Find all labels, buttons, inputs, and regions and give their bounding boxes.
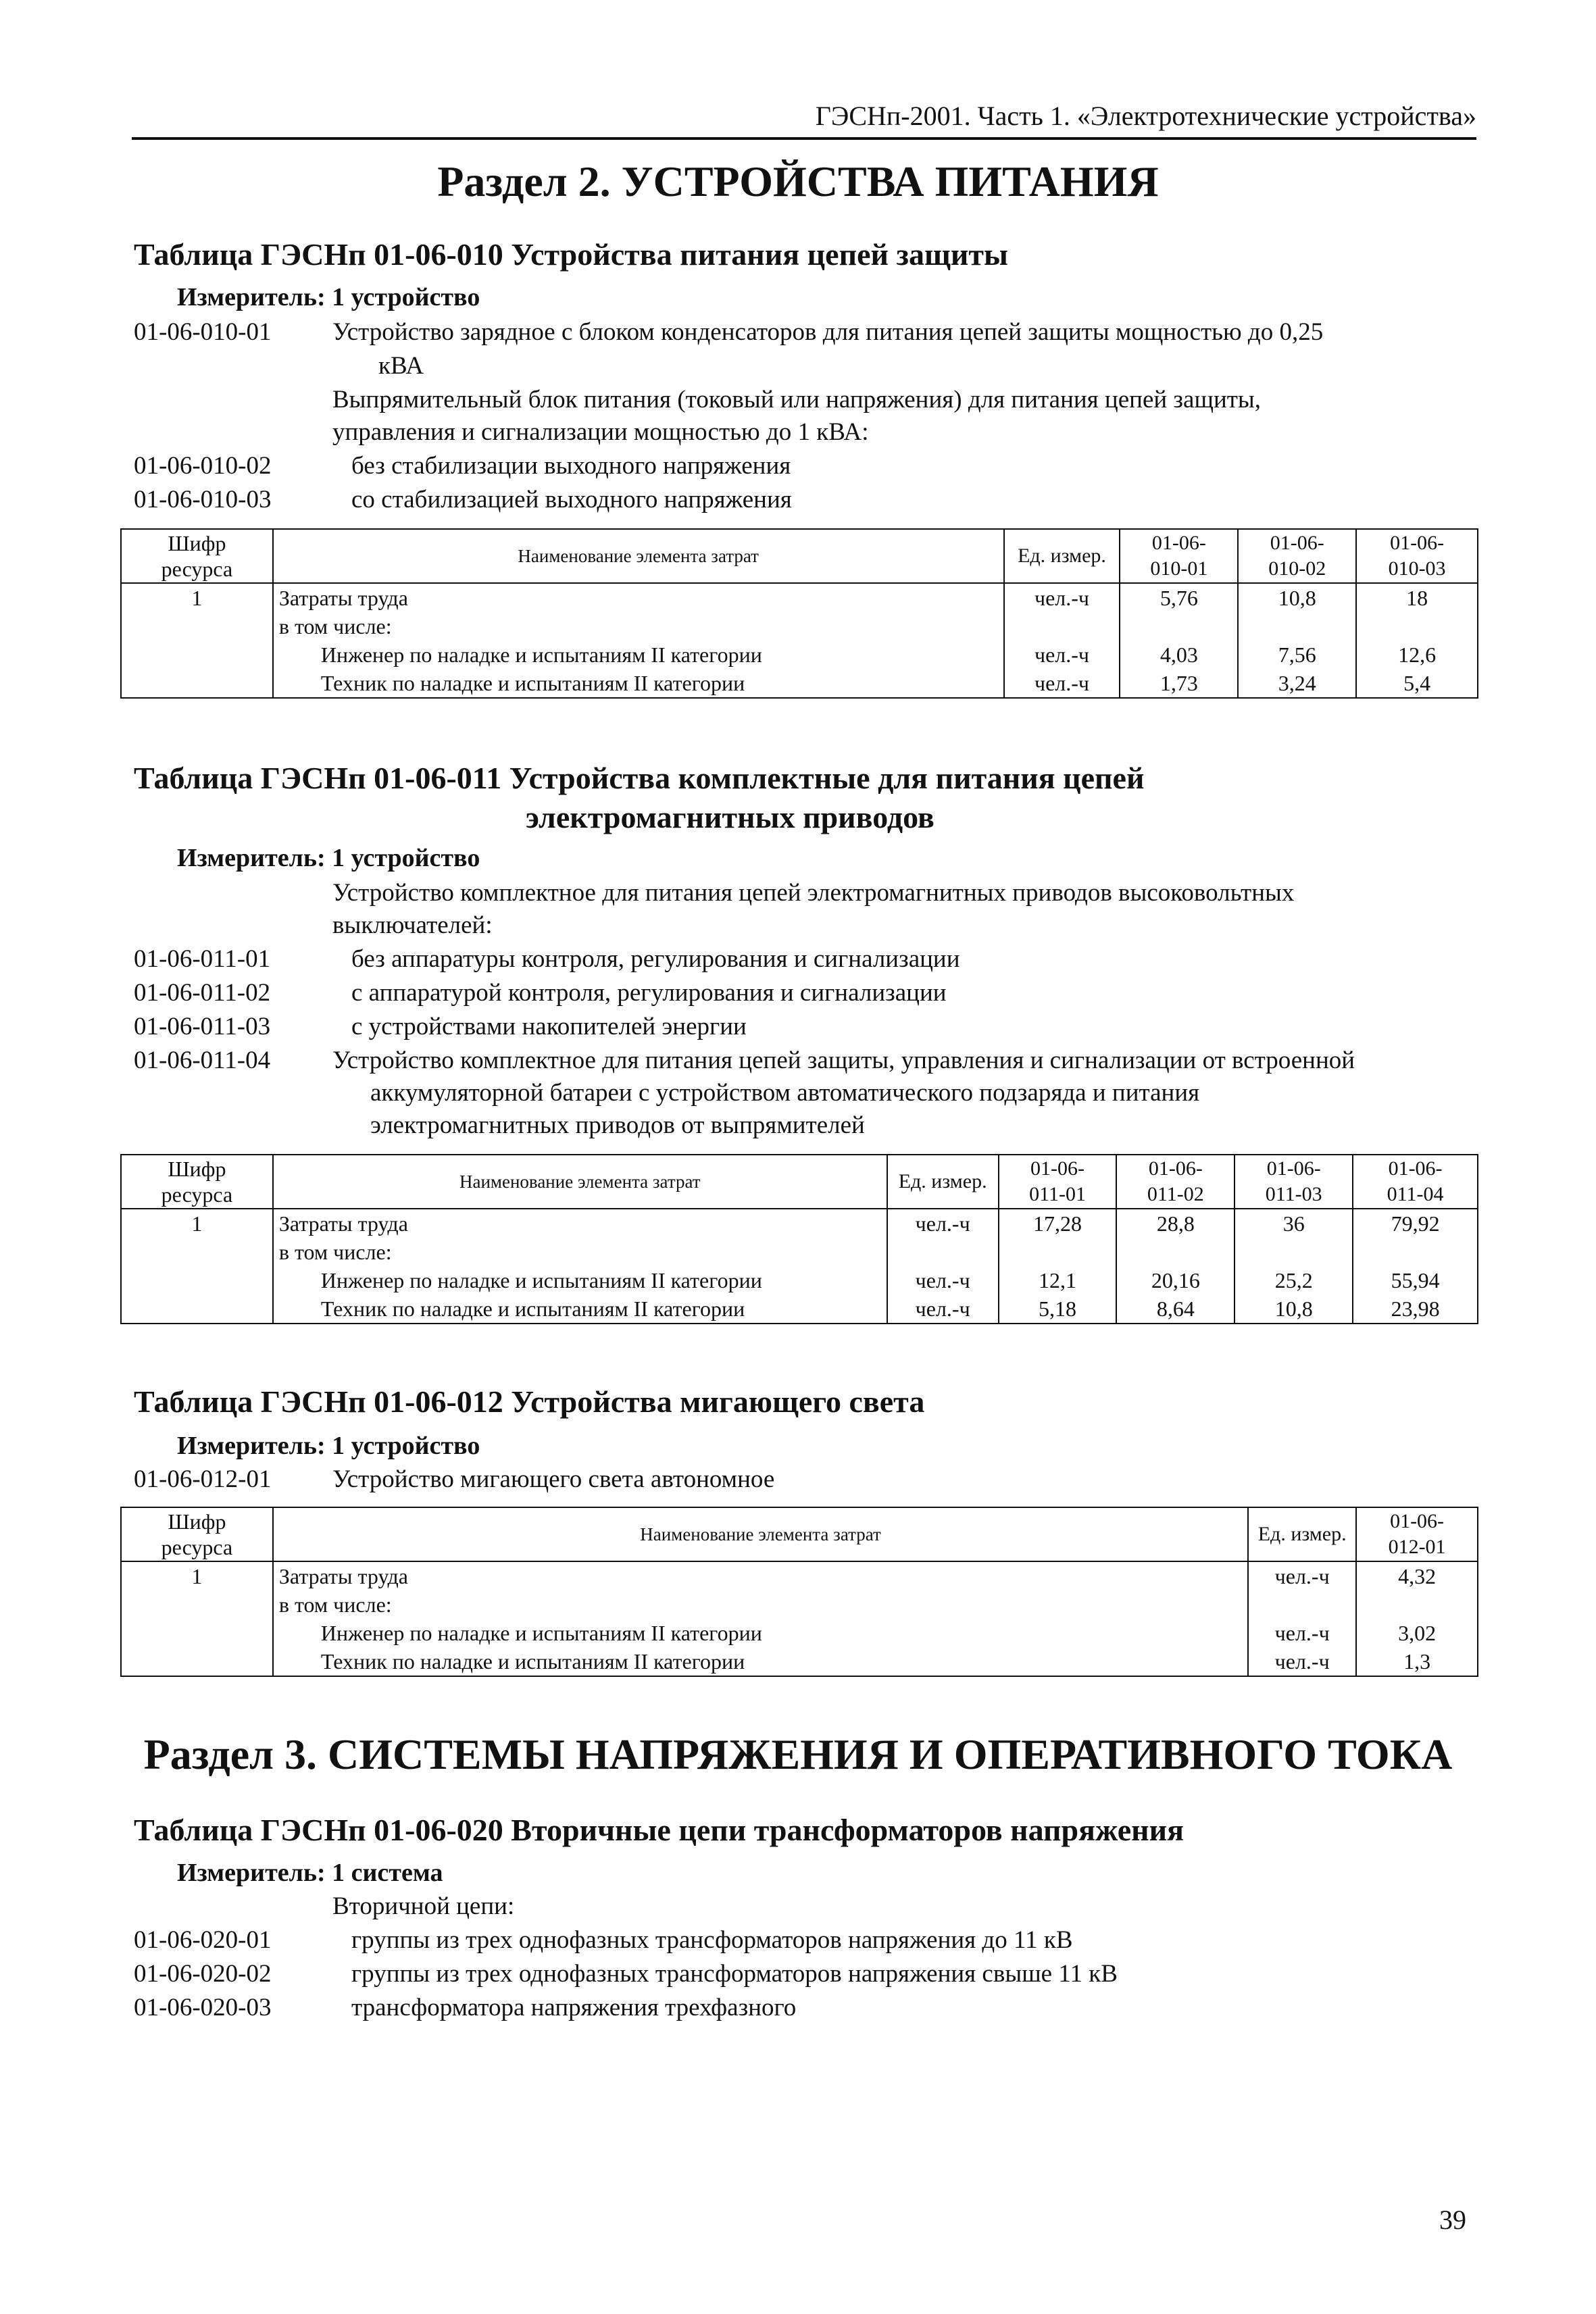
table-011-title: Таблица ГЭСНп 01-06-011 Устройства комплектные для питания цепей (134, 761, 1145, 795)
item-code: 01-06-011-04 (134, 1047, 271, 1074)
item-code: 01-06-010-01 (134, 318, 272, 346)
item-text: Выпрямительный блок питания (токовый или напряжения) для питания цепей защиты, (332, 386, 1262, 413)
table-011 (120, 1154, 1478, 1324)
header-col: 01-06- 011-02 (1116, 1155, 1235, 1209)
cell-value (1116, 1238, 1235, 1266)
cell-value: 7,56 (1238, 640, 1356, 669)
table-row (121, 1647, 1478, 1676)
header-name: Наименование элемента затрат (273, 529, 1004, 583)
header-cipher: Шифр ресурса (121, 529, 273, 583)
header-cipher: Шифр ресурса (121, 1155, 273, 1209)
item-code: 01-06-020-01 (134, 1926, 272, 1954)
item-text: Устройство зарядное с блоком конденсаторов для питания цепей защиты мощностью до 0,25 (332, 318, 1324, 346)
cell-value: 18 (1356, 583, 1478, 612)
cell-value: 36 (1235, 1209, 1353, 1238)
cell-unit: чел.-ч (887, 1209, 999, 1238)
cell-unit: чел.-ч (1004, 669, 1120, 698)
cell-cipher: 1 (121, 1561, 273, 1590)
table-row (121, 1561, 1478, 1590)
item-code: 01-06-011-03 (134, 1013, 271, 1040)
item-text: со стабилизацией выходного напряжения (351, 486, 792, 513)
table-010 (120, 528, 1478, 699)
header-col: 01-06- 010-03 (1356, 529, 1478, 583)
cell-cipher (121, 1590, 273, 1619)
header-col: 01-06- 011-04 (1353, 1155, 1478, 1209)
table-row (121, 1294, 1478, 1324)
section-2-title: Раздел 2. УСТРОЙСТВА ПИТАНИЯ (437, 157, 1159, 205)
table-010-title: Таблица ГЭСНп 01-06-010 Устройства питания цепей защиты (134, 237, 1008, 272)
cell-name: в том числе: (273, 1590, 1248, 1619)
item-text: с устройствами накопителей энергии (351, 1013, 747, 1040)
item-code: 01-06-011-02 (134, 979, 271, 1007)
cell-unit (1248, 1590, 1356, 1619)
cell-value (1235, 1238, 1353, 1266)
item-text: группы из трех однофазных трансформаторов напряжения свыше 11 кВ (351, 1960, 1118, 1988)
cell-value: 1,3 (1356, 1647, 1478, 1676)
cell-cipher (121, 1294, 273, 1324)
item-text: кВА (378, 352, 424, 380)
cell-cipher (121, 612, 273, 640)
item-code: 01-06-020-02 (134, 1960, 272, 1988)
header-unit: Ед. измер. (887, 1155, 999, 1209)
cell-name: Техник по наладке и испытаниям II категории (273, 1647, 1248, 1676)
item-code: 01-06-012-01 (134, 1465, 272, 1493)
cell-cipher (121, 1647, 273, 1676)
cell-value: 12,1 (999, 1266, 1117, 1294)
cell-unit: чел.-ч (1248, 1647, 1356, 1676)
cell-name: Затраты труда (273, 1209, 887, 1238)
table-row (121, 1590, 1478, 1619)
cell-value: 20,16 (1116, 1266, 1235, 1294)
table-010-meter: Измеритель: 1 устройство (177, 283, 480, 311)
table-012-meter: Измеритель: 1 устройство (177, 1432, 480, 1460)
cell-name: Затраты труда (273, 583, 1004, 612)
cell-value (1356, 1590, 1478, 1619)
cell-cipher (121, 1266, 273, 1294)
cell-name: Техник по наладке и испытаниям II категории (273, 1294, 887, 1324)
table-row (121, 1209, 1478, 1238)
header-unit: Ед. измер. (1248, 1507, 1356, 1561)
header-rule (132, 137, 1476, 140)
item-text: Устройство мигающего света автономное (332, 1465, 775, 1493)
cell-value: 10,8 (1238, 583, 1356, 612)
cell-unit: чел.-ч (1004, 640, 1120, 669)
item-text: трансформатора напряжения трехфазного (351, 1994, 797, 2021)
cell-value: 5,4 (1356, 669, 1478, 698)
cell-value: 28,8 (1116, 1209, 1235, 1238)
cell-unit: чел.-ч (887, 1266, 999, 1294)
table-011-title-cont: электромагнитных приводов (526, 800, 934, 834)
header-cipher: Шифр ресурса (121, 1507, 273, 1561)
item-text: аккумуляторной батареи с устройством автоматического подзаряда и питания (370, 1079, 1200, 1107)
cell-name: Инженер по наладке и испытаниям II категории (273, 640, 1004, 669)
cell-value: 55,94 (1353, 1266, 1478, 1294)
table-012 (120, 1507, 1478, 1677)
item-code: 01-06-010-02 (134, 452, 272, 480)
item-text: выключателей: (332, 911, 493, 939)
cell-unit: чел.-ч (1248, 1619, 1356, 1647)
header-col: 01-06- 010-01 (1120, 529, 1238, 583)
item-text: Устройство комплектное для питания цепей электромагнитных приводов высоковольтных (332, 879, 1295, 907)
cell-unit (887, 1238, 999, 1266)
cell-value: 5,18 (999, 1294, 1117, 1324)
page-number: 39 (1439, 2205, 1466, 2235)
header-col: 01-06- 010-02 (1238, 529, 1356, 583)
header-name: Наименование элемента затрат (273, 1507, 1248, 1561)
header-col: 01-06- 011-01 (999, 1155, 1117, 1209)
item-text: с аппаратурой контроля, регулирования и сигнализации (351, 979, 947, 1007)
cell-value: 8,64 (1116, 1294, 1235, 1324)
cell-value: 5,76 (1120, 583, 1238, 612)
table-row (121, 669, 1478, 698)
cell-value: 3,02 (1356, 1619, 1478, 1647)
table-row (121, 1619, 1478, 1647)
cell-name: Затраты труда (273, 1561, 1248, 1590)
cell-name: Инженер по наладке и испытаниям II категории (273, 1266, 887, 1294)
cell-cipher: 1 (121, 583, 273, 612)
header-unit: Ед. измер. (1004, 529, 1120, 583)
cell-value: 12,6 (1356, 640, 1478, 669)
cell-value: 4,03 (1120, 640, 1238, 669)
table-row (121, 1266, 1478, 1294)
cell-value: 17,28 (999, 1209, 1117, 1238)
item-text: группы из трех однофазных трансформаторов напряжения до 11 кВ (351, 1926, 1073, 1954)
item-code: 01-06-010-03 (134, 486, 272, 513)
table-012-title: Таблица ГЭСНп 01-06-012 Устройства мигающего света (134, 1384, 925, 1419)
cell-value: 10,8 (1235, 1294, 1353, 1324)
cell-unit (1004, 612, 1120, 640)
item-code: 01-06-020-03 (134, 1994, 272, 2021)
cell-name: Инженер по наладке и испытаниям II категории (273, 1619, 1248, 1647)
header-col: 01-06- 012-01 (1356, 1507, 1478, 1561)
running-header: ГЭСНп-2001. Часть 1. «Электротехнические устройства» (815, 101, 1476, 131)
cell-value: 4,32 (1356, 1561, 1478, 1590)
table-header-row (121, 529, 1478, 583)
item-text: Вторичной цепи: (332, 1892, 515, 1920)
table-020-meter: Измеритель: 1 система (177, 1859, 443, 1887)
cell-value: 1,73 (1120, 669, 1238, 698)
cell-name: Техник по наладке и испытаниям II категории (273, 669, 1004, 698)
item-text: электромагнитных приводов от выпрямителей (370, 1111, 865, 1139)
cell-cipher (121, 1238, 273, 1266)
table-row (121, 612, 1478, 640)
table-row (121, 640, 1478, 669)
item-text: без стабилизации выходного напряжения (351, 452, 791, 480)
cell-value: 25,2 (1235, 1266, 1353, 1294)
cell-value (1120, 612, 1238, 640)
cell-value: 79,92 (1353, 1209, 1478, 1238)
cell-value: 3,24 (1238, 669, 1356, 698)
table-row (121, 583, 1478, 612)
cell-name: в том числе: (273, 612, 1004, 640)
cell-unit: чел.-ч (1004, 583, 1120, 612)
table-row (121, 1238, 1478, 1266)
table-header-row (121, 1507, 1478, 1561)
cell-value (999, 1238, 1117, 1266)
cell-value (1356, 612, 1478, 640)
cell-cipher (121, 1619, 273, 1647)
header-name: Наименование элемента затрат (273, 1155, 887, 1209)
header-col: 01-06- 011-03 (1235, 1155, 1353, 1209)
cell-value (1238, 612, 1356, 640)
item-code: 01-06-011-01 (134, 945, 271, 973)
cell-unit: чел.-ч (1248, 1561, 1356, 1590)
cell-name: в том числе: (273, 1238, 887, 1266)
table-020-title: Таблица ГЭСНп 01-06-020 Вторичные цепи трансформаторов напряжения (134, 1813, 1184, 1847)
section-3-title: Раздел 3. СИСТЕМЫ НАПРЯЖЕНИЯ И ОПЕРАТИВНОГО ТОКА (143, 1730, 1453, 1778)
item-text: управления и сигнализации мощностью до 1 кВА: (332, 418, 869, 446)
item-text: Устройство комплектное для питания цепей защиты, управления и сигнализации от встроенной (332, 1047, 1355, 1074)
cell-unit: чел.-ч (887, 1294, 999, 1324)
table-header-row (121, 1155, 1478, 1209)
cell-cipher: 1 (121, 1209, 273, 1238)
cell-cipher (121, 669, 273, 698)
cell-value (1353, 1238, 1478, 1266)
item-text: без аппаратуры контроля, регулирования и сигнализации (351, 945, 960, 973)
cell-cipher (121, 640, 273, 669)
cell-value: 23,98 (1353, 1294, 1478, 1324)
table-011-meter: Измеритель: 1 устройство (177, 844, 480, 872)
